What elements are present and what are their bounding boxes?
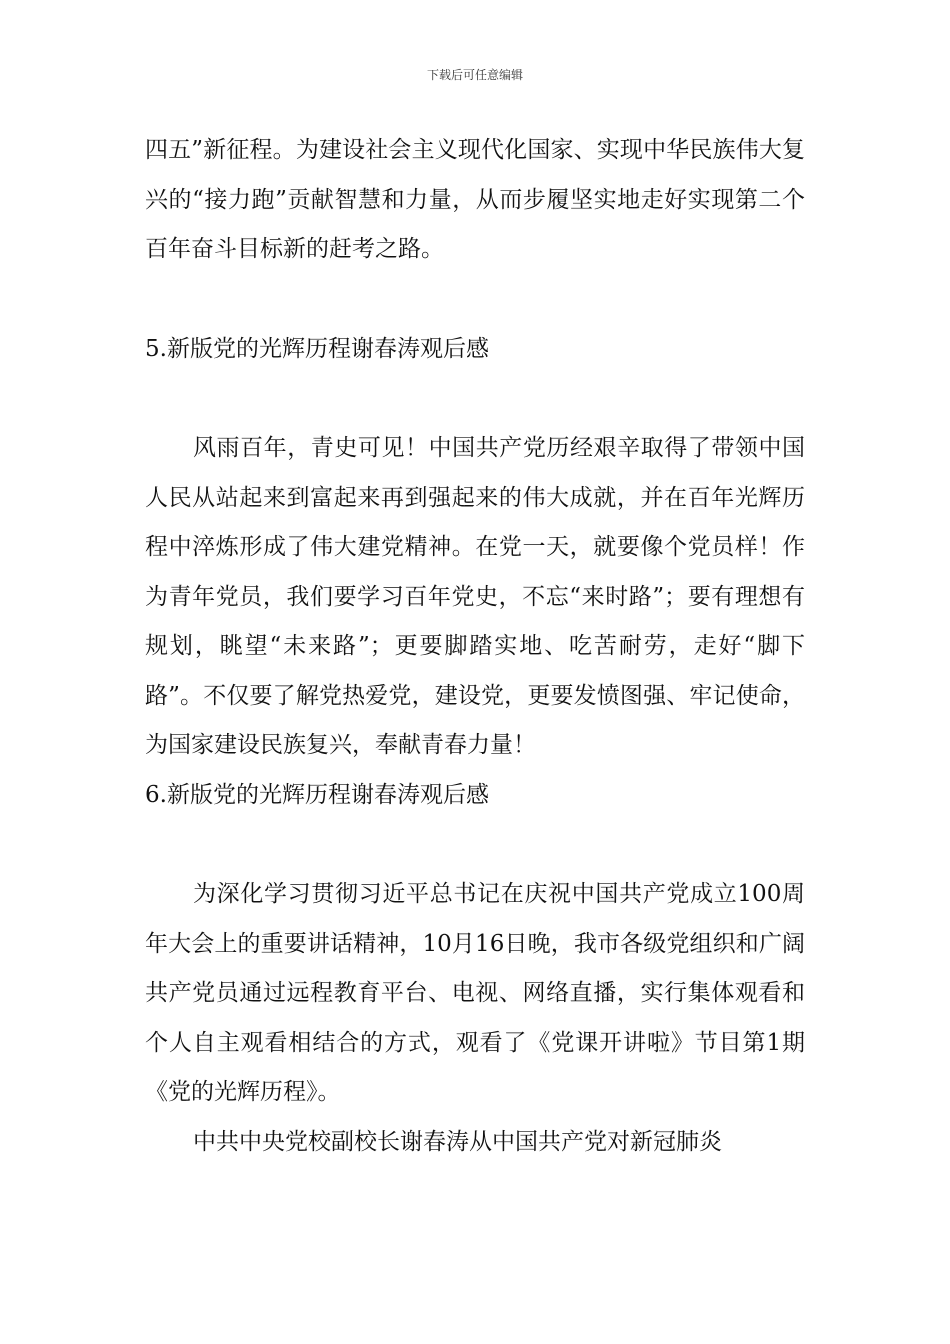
intro-paragraph: 四五”新征程。为建设社会主义现代化国家、实现中华民族伟大复兴的“接力跑”贡献智慧和力量，从而步履坚实地走好实现第二个百年奋斗目标新的赶考之路。 [145, 137, 805, 262]
section-6-paragraph-2: 中共中央党校副校长谢春涛从中国共产党对新冠肺炎 [193, 1128, 722, 1155]
section-6-paragraph-1: 为深化学习贯彻习近平总书记在庆祝中国共产党成立100周年大会上的重要讲话精神，10月16日晚，我市各级党组织和广阔共产党员通过远程教育平台、电视、网络直播，实行集体观看和个人自主观看相结合的方式，观看了《党课开讲啦》节目第1期《党的光辉历程》。 [145, 881, 805, 1105]
page-header-note: 下载后可任意编辑 [426, 68, 523, 82]
section-6-heading: 6.新版党的光辉历程谢春涛观后感 [145, 781, 489, 808]
section-5-heading: 5.新版党的光辉历程谢春涛观后感 [145, 335, 489, 362]
document-body [145, 126, 805, 1167]
section-5-paragraph: 风雨百年，青史可见！中国共产党历经艰辛取得了带领中国人民从站起来到富起来再到强起来的伟大成就，并在百年光辉历程中淬炼形成了伟大建党精神。在党一天，就要像个党员样！作为青年党员，我们要学习百年党史，不忘“来时路”；要有理想有规划，眺望“未来路”；更要脚踏实地、吃苦耐劳，走好“脚下路”。不仅要了解党热爱党，建设党，更要发愤图强、牢记使命，为国家建设民族复兴，奉献青春力量！ [145, 435, 805, 758]
